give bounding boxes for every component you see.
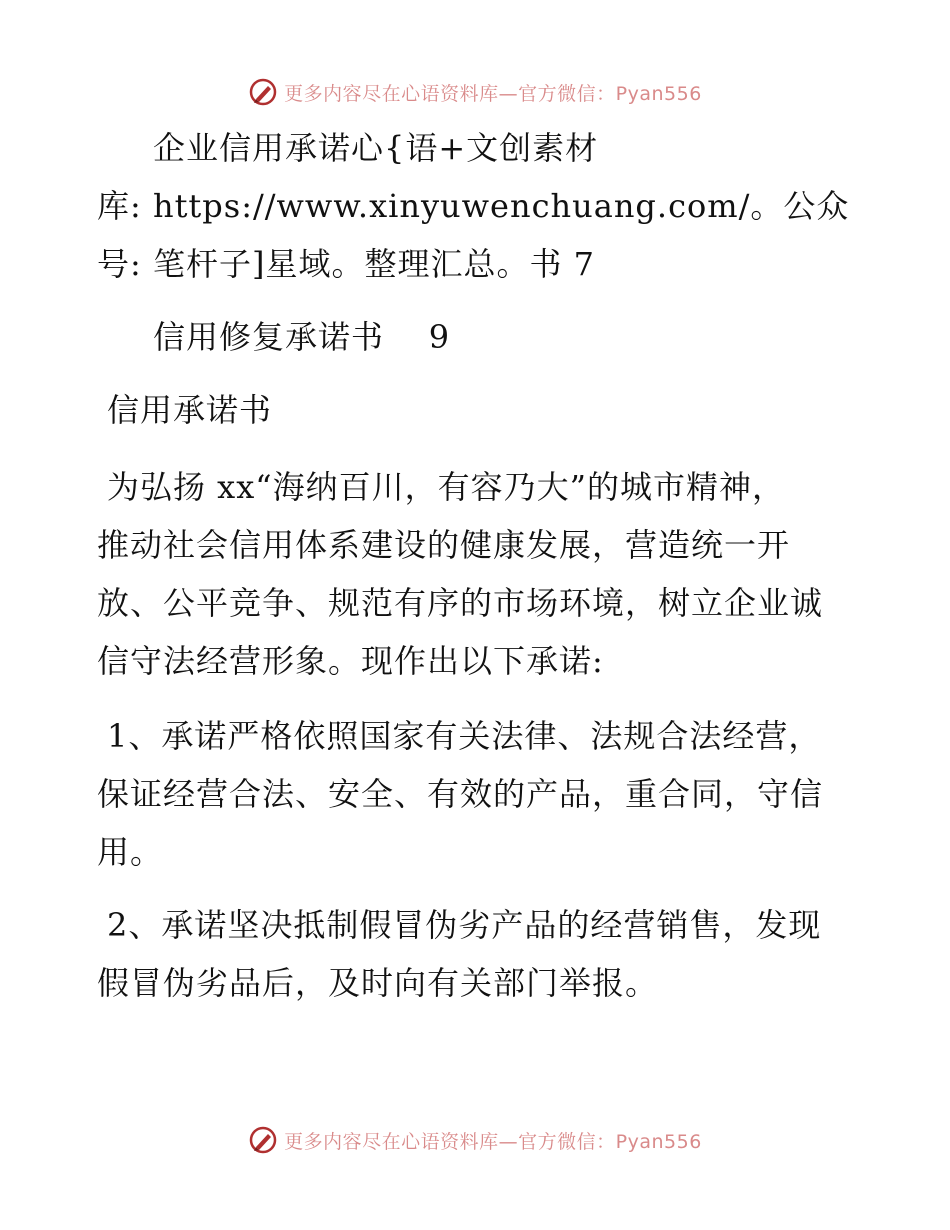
text-line: 推动社会信用体系建设的健康发展，营造统一开 [97, 526, 791, 564]
text-line: 为弘扬 xx“海纳百川，有容乃大”的城市精神， [107, 468, 785, 506]
text-line: 放、公平竞争、规范有序的市场环境，树立企业诚 [97, 584, 824, 622]
text-line: 信守法经营形象。现作出以下承诺: [97, 642, 604, 680]
pen-logo-icon [248, 77, 278, 107]
text-line: 2、承诺坚决抵制假冒伪劣产品的经营销售，发现 [107, 906, 822, 944]
text-line: 用。 [97, 833, 164, 871]
text-line: 信用修复承诺书 9 [153, 318, 451, 356]
text-line: 保证经营合法、安全、有效的产品，重合同，守信 [97, 775, 824, 813]
section-heading: 信用承诺书 [107, 391, 273, 429]
text-line: 库: https://www.xinyuwenchuang.com/。公众 [97, 187, 850, 225]
text-line: 1、承诺严格依照国家有关法律、法规合法经营， [107, 717, 822, 755]
text-line: 号: 笔杆子]星域。整理汇总。书 7 [97, 245, 595, 283]
watermark-text: 更多内容尽在心语资料库—官方微信：Pyan556 [284, 1130, 702, 1153]
footer-watermark [0, 1120, 950, 1160]
text-line: 假冒伪劣品后，及时向有关部门举报。 [97, 964, 659, 1002]
watermark-text: 更多内容尽在心语资料库—官方微信：Pyan556 [284, 82, 702, 105]
text-line: 企业信用承诺心{语+文创素材 [153, 129, 599, 167]
header-watermark [0, 72, 950, 112]
pen-logo-icon [248, 1125, 278, 1155]
